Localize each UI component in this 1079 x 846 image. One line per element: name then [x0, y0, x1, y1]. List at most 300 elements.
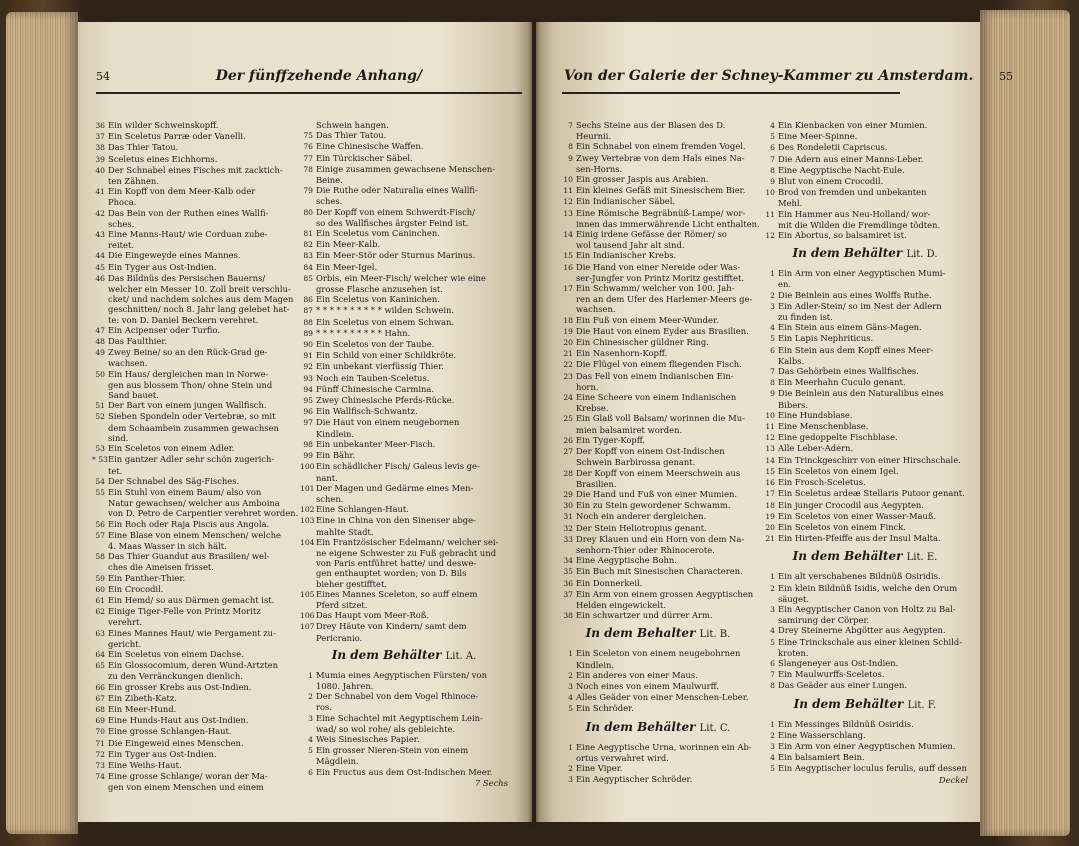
item-text: Das Thier Tatou.: [316, 130, 387, 141]
item-number: 71: [95, 738, 105, 748]
list-item: [560, 348, 756, 359]
item-number: 97: [303, 418, 313, 428]
list-item: [762, 533, 968, 544]
item-text: Ein Sceletos von einem Adler.: [108, 443, 235, 454]
item-number: 6: [770, 143, 775, 153]
item-text: Eine Römische Begräbnüß-Lampe/ wor-: [576, 207, 746, 218]
item-text: Ein gantzer Adler sehr schön zugerich-: [108, 454, 275, 465]
item-text: Einig irdene Gefässe der Römer/ so: [576, 229, 727, 240]
list-item: [762, 719, 968, 730]
list-item: [762, 730, 968, 741]
list-item: [300, 515, 508, 526]
list-item: [300, 262, 508, 273]
list-item: [762, 388, 968, 399]
list-item: [92, 682, 292, 693]
list-item: [560, 511, 756, 522]
list-item: [300, 120, 508, 130]
item-text: Das Bein von der Ruthen eines Wallfi-: [108, 207, 269, 218]
item-text: sen-Horns.: [576, 163, 623, 174]
item-number: 3: [770, 604, 775, 614]
item-text: Ein Sceletos von einer Wasser-Mauß.: [778, 510, 937, 521]
list-item: [762, 477, 968, 488]
item-text: sches.: [108, 218, 135, 229]
item-number: 66: [95, 682, 105, 692]
item-number: 12: [563, 197, 573, 207]
item-text: Die Beinlein aus eines Wolffs Ruthe.: [778, 289, 932, 300]
item-number: 99: [303, 451, 313, 461]
item-text: Ein schädlicher Fisch/ Galeus levis ge-: [316, 461, 480, 472]
item-number: 15: [765, 466, 775, 476]
item-text: senhorn-Thier oder Rhinocerote.: [576, 544, 715, 555]
item-number: 5: [770, 764, 775, 774]
list-item: [92, 660, 292, 671]
item-text: Die Haut von einem Eyder aus Brasilien.: [576, 325, 749, 336]
item-number: 16: [563, 262, 573, 272]
item-text: Ein Aegyptischer Canon von Holtz zu Bal-: [778, 603, 956, 614]
item-number: 82: [303, 240, 313, 250]
list-item: [762, 583, 968, 594]
item-text: Ein Aegyptischer Schröder.: [576, 774, 693, 785]
item-number: 104: [300, 537, 315, 547]
list-item: [762, 669, 968, 680]
list-item: [762, 488, 968, 499]
item-text: Zwey Beine/ so an den Rück-Grad ge-: [108, 347, 268, 358]
list-item: [762, 410, 968, 421]
item-text: Ein unbekanter Meer-Fisch.: [316, 438, 436, 449]
item-text: Die Beinlein aus den Naturalibus eines: [778, 388, 944, 399]
list-item: [92, 165, 292, 176]
list-item: [92, 466, 292, 476]
item-text: zu finden ist.: [778, 312, 833, 323]
list-item: [92, 131, 292, 142]
list-item: [300, 196, 508, 206]
item-text: reitet.: [108, 240, 134, 251]
list-item: [92, 142, 292, 153]
item-text: Blut von einem Crocodil.: [778, 176, 884, 187]
right-column-1: [560, 120, 760, 785]
item-text: Ein Fructus aus dem Ost-Indischen Meer.: [316, 766, 493, 777]
item-text: samirung der Cörper.: [778, 615, 870, 626]
item-number: 4: [770, 626, 775, 636]
left-column-1: [92, 120, 299, 793]
item-number: 5: [770, 637, 775, 647]
right-page-number: 55: [999, 70, 1014, 83]
item-number: 3: [568, 775, 573, 785]
item-text: Pferd sitzet.: [316, 599, 368, 610]
item-text: Ein Arm von einem grossen Aegyptischen: [576, 588, 754, 599]
item-number: 1: [308, 670, 313, 680]
item-text: Eine Chinesische Waffen.: [316, 141, 424, 152]
list-item: [560, 600, 756, 610]
item-text: Ein Hammer aus Neu-Holland/ wor-: [778, 208, 931, 219]
list-item: [300, 317, 508, 328]
item-text: Alle Leber-Adern.: [778, 443, 854, 454]
item-text: Das Geäder aus einer Lungen.: [778, 680, 908, 691]
item-number: 5: [568, 704, 573, 714]
list-item: [92, 347, 292, 358]
right-catchword: Deckel: [938, 774, 968, 785]
list-item: [300, 767, 508, 778]
list-item: [560, 648, 756, 659]
list-item: [92, 771, 292, 782]
list-item: [300, 175, 508, 185]
item-text: Ein Stuhl von einem Baum/ also von: [108, 486, 262, 497]
item-text: Einige Tiger-Felle von Printz Moritz: [108, 606, 261, 617]
item-text: Ein kleines Gefäß mit Sinesischem Bier.: [576, 185, 746, 196]
list-item: [300, 429, 508, 439]
item-text: Ein Glossocomium, deren Wund-Artzten: [108, 660, 279, 671]
item-number: 7: [770, 154, 775, 164]
section-heading-title: In dem Behälter: [793, 696, 904, 711]
list-item: [300, 185, 508, 196]
item-text: Noch ein Tauben-Sceletus.: [316, 372, 430, 383]
item-text: zu den Verränckungen dienlich.: [108, 671, 243, 682]
item-number: 37: [95, 132, 105, 142]
item-number: 3: [770, 301, 775, 311]
list-item: [300, 558, 508, 568]
item-text: Die Flügel von einem fliegenden Fisch.: [576, 359, 742, 370]
section-heading-lit: Lit. A.: [445, 650, 477, 662]
item-text: gen aus blossem Thon/ ohne Stein und: [108, 379, 273, 390]
list-item: [762, 230, 968, 241]
item-number: 52: [95, 412, 105, 422]
item-number: 25: [563, 414, 573, 424]
item-number: 50: [95, 369, 105, 379]
item-text: Ein Bähr.: [316, 450, 356, 461]
item-number: 11: [765, 209, 775, 219]
item-number: 69: [95, 716, 105, 726]
item-number: 7: [770, 670, 775, 680]
item-text: schen.: [316, 493, 344, 504]
list-item: [300, 724, 508, 734]
item-text: Die Ruthe oder Naturalia eines Wallfi-: [316, 185, 478, 196]
item-text: Eine grosse Schlangen-Haut.: [108, 726, 232, 737]
item-number: 1: [770, 719, 775, 729]
list-item: [92, 782, 292, 792]
item-number: 2: [770, 730, 775, 740]
right-running-head-title: Von der Galerie der Schney-Kammer zu Amsterdam.: [564, 68, 974, 84]
item-text: Ein Sceleton von einem neugebohrnen: [576, 648, 741, 659]
item-text: Ein Crocodil.: [108, 583, 164, 594]
item-text: Ein zu Stein gewordener Schwamm.: [576, 500, 731, 511]
item-number: 9: [770, 177, 775, 187]
list-item: [762, 301, 968, 312]
item-text: Ein Meerhahn Cuculo genant.: [778, 377, 906, 388]
right-running-head: [564, 68, 1014, 94]
list-item: [300, 621, 508, 632]
item-text: Sechs Steine aus der Blasen des D.: [576, 120, 726, 130]
list-item: [92, 336, 292, 347]
list-item: [92, 541, 292, 551]
item-number: 59: [95, 573, 105, 583]
item-number: 35: [563, 567, 573, 577]
list-item: [92, 530, 292, 541]
list-item: [560, 326, 756, 337]
item-text: Ein grosser Nieren-Stein von einem: [316, 745, 469, 756]
right-page: [536, 22, 1014, 822]
list-item: [92, 240, 292, 250]
item-number: 18: [765, 500, 775, 510]
item-text: Das Thier Guandut aus Brasilien/ wel-: [108, 551, 270, 562]
item-text: Eine Manns-Haut/ wie Corduan zube-: [108, 229, 268, 240]
item-number: 29: [563, 489, 573, 499]
item-text: Ein Lapis Nephriticus.: [778, 333, 874, 344]
item-number: 75: [303, 131, 313, 141]
list-item: [92, 595, 292, 606]
item-number: 58: [95, 552, 105, 562]
item-text: Eine Menschenblase.: [778, 421, 869, 432]
item-text: Ein Buch mit Sinesischen Characteren.: [576, 566, 743, 577]
item-number: 27: [563, 447, 573, 457]
item-number: 87: [303, 306, 313, 316]
item-number: 32: [563, 523, 573, 533]
item-text: Heurnii.: [576, 131, 612, 142]
item-number: 4: [770, 121, 775, 130]
list-item: [560, 742, 756, 753]
list-item: [560, 457, 756, 467]
item-number: 63: [95, 628, 105, 638]
item-text: Ein Haus/ dergleichen man in Norwe-: [108, 368, 269, 379]
list-item: [762, 594, 968, 604]
item-text: Der Bart von einem jungen Wallfisch.: [108, 400, 267, 411]
list-item: [92, 606, 292, 617]
item-number: 49: [95, 348, 105, 358]
item-number: 19: [765, 511, 775, 521]
item-text: Der Kopff von einem Ost-Indischen: [576, 446, 725, 457]
item-text: Weis Sinesisches Papier.: [316, 733, 420, 744]
list-item: [762, 322, 968, 333]
item-text: Ein grosser Krebs aus Ost-Indien.: [108, 681, 252, 692]
item-text: wachsen.: [576, 304, 616, 315]
item-text: Ein Frantzösischer Edelmann/ welcher sei-: [316, 536, 499, 547]
list-item: [300, 537, 508, 548]
item-number: 94: [303, 384, 313, 394]
item-text: Zwey Vertebræ von dem Hals eines Na-: [576, 152, 745, 163]
list-item: [762, 421, 968, 432]
list-item: [762, 604, 968, 615]
item-number: 4: [308, 734, 313, 744]
list-item: [560, 763, 756, 774]
list-item: [560, 141, 756, 152]
list-item: [762, 176, 968, 187]
list-item: [560, 681, 756, 692]
section-heading-lit: Lit. C.: [699, 722, 731, 734]
list-item: [560, 218, 760, 229]
item-number: 46: [95, 273, 105, 283]
item-number: * 53: [92, 455, 108, 465]
item-number: 43: [95, 230, 105, 240]
list-item: [762, 511, 968, 522]
list-item: [300, 228, 508, 239]
item-number: 36: [95, 121, 105, 130]
list-item: [300, 579, 508, 589]
item-number: 48: [95, 337, 105, 347]
list-item: [92, 304, 292, 314]
list-item: [762, 571, 968, 582]
item-text: Eines Mannes Haut/ wie Pergament zu-: [108, 627, 276, 638]
list-item: [560, 315, 756, 326]
item-number: 105: [300, 589, 315, 599]
list-item: [560, 489, 756, 500]
item-text: Eine Trinckschale aus einer kleinen Schild-: [778, 636, 963, 647]
list-item: [300, 284, 508, 294]
item-text: innen das immerwährende Licht enthalten.: [576, 218, 760, 229]
list-item: [92, 325, 292, 336]
list-item: [92, 749, 292, 760]
list-item: [560, 371, 756, 382]
item-number: 24: [563, 393, 573, 403]
list-item: [560, 500, 756, 511]
item-number: 44: [95, 251, 105, 261]
item-text: Ein Chinesischer güldner Ring.: [576, 337, 709, 348]
list-item: [300, 527, 508, 537]
item-number: 103: [300, 516, 315, 526]
item-text: Ein Schröder.: [576, 703, 634, 714]
item-number: 6: [308, 767, 313, 777]
list-item: [762, 220, 968, 230]
item-number: 21: [563, 349, 573, 359]
item-number: 13: [563, 208, 573, 218]
item-text: von D. Petro de Carpentier verehret worden.: [108, 508, 299, 519]
item-number: 11: [765, 422, 775, 432]
list-item: [560, 468, 756, 479]
item-text: Ein Kienbacken von einer Mumien.: [778, 120, 928, 130]
item-number: 5: [770, 132, 775, 142]
list-item: [300, 130, 508, 141]
list-item: [560, 392, 756, 403]
list-item: [92, 154, 292, 165]
item-text: Mehl.: [778, 198, 803, 209]
item-text: Ein Schnabel von einem fremden Vogel.: [576, 141, 746, 152]
item-text: Die Eingeweid eines Menschen.: [108, 737, 244, 748]
item-text: Ein Donnerkeil.: [576, 577, 643, 588]
item-number: 38: [563, 611, 573, 621]
item-number: 101: [300, 483, 315, 493]
item-number: 76: [303, 142, 313, 152]
list-item: [762, 625, 968, 636]
list-item: [560, 660, 756, 670]
item-text: Ein Türckischer Säbel.: [316, 152, 413, 163]
list-item: [300, 439, 508, 450]
item-text: Schwein hangen.: [316, 120, 389, 130]
item-text: Ein Maulwurffs-Sceletos.: [778, 669, 885, 680]
item-text: Die Hand von einer Nereide oder Was-: [576, 261, 741, 272]
item-number: 84: [303, 262, 313, 272]
item-number: 10: [765, 410, 775, 420]
list-item: [92, 294, 292, 304]
list-item: [560, 774, 756, 785]
item-number: 78: [303, 164, 313, 174]
item-text: Ein Nasenhorn-Kopff.: [576, 348, 668, 359]
list-item: [762, 648, 968, 658]
item-number: 6: [770, 345, 775, 355]
item-number: 83: [303, 251, 313, 261]
list-item: [560, 273, 756, 283]
list-item: [560, 304, 756, 314]
item-text: säuget.: [778, 593, 810, 604]
item-text: Ein Tyger aus Ost-Indien.: [108, 748, 217, 759]
item-text: Ein Meer-Hund.: [108, 703, 177, 714]
item-text: Eine Schachtel mit Aegyptischem Lein-: [316, 712, 483, 723]
list-item: [300, 702, 508, 712]
list-item: [762, 345, 968, 356]
item-text: Ein Meer-Igel.: [316, 261, 378, 272]
list-item: [300, 328, 508, 339]
item-number: 20: [765, 522, 775, 532]
list-item: [762, 658, 968, 669]
item-number: 93: [303, 373, 313, 383]
item-number: 68: [95, 704, 105, 714]
list-item: [560, 578, 756, 589]
list-item: [762, 466, 968, 477]
section-heading: [762, 696, 968, 714]
list-item: [92, 738, 292, 749]
item-number: 2: [770, 290, 775, 300]
item-text: Ein Indianischer Säbel.: [576, 196, 676, 207]
item-number: 42: [95, 208, 105, 218]
list-item: [560, 208, 756, 219]
item-text: Eine Aegyptische Urna, worinnen ein Ab-: [576, 741, 752, 752]
list-item: [762, 680, 968, 691]
item-text: Pericranio.: [316, 632, 363, 643]
list-item: [762, 615, 968, 625]
item-text: Ein Sceletus ardeæ Stellaris Putoor genant.: [778, 488, 965, 499]
item-number: 96: [303, 407, 313, 417]
item-number: 98: [303, 439, 313, 449]
item-number: 88: [303, 317, 313, 327]
list-item: [762, 443, 968, 454]
item-text: Helden eingewickelt.: [576, 599, 666, 610]
item-text: Das Thier Tatou.: [108, 142, 179, 153]
list-item: [300, 361, 508, 372]
left-running-head-title: Der fünffzehende Anhang/: [215, 68, 423, 84]
item-text: Ein Fuß von einem Meer-Wunder.: [576, 314, 719, 325]
list-item: [560, 294, 756, 304]
item-number: 12: [765, 433, 775, 443]
item-text: Das Faulthier.: [108, 336, 168, 347]
item-text: Der Kopff von einem Meerschwein aus: [576, 467, 741, 478]
item-text: Ein Sceletus Parræ oder Vanelli.: [108, 131, 246, 142]
item-text: Ein klein Bildnüß Isidis, welche den Orum: [778, 582, 958, 593]
item-text: Ein Sceletus von einem Dachse.: [108, 648, 244, 659]
item-text: ten Zähnen.: [108, 176, 159, 187]
section-heading-title: In dem Behalter: [585, 626, 696, 641]
item-text: bieher gestifftet.: [316, 578, 387, 589]
item-number: 4: [568, 693, 573, 703]
list-item: [560, 120, 756, 131]
list-item: [92, 704, 292, 715]
item-text: Ein Stein aus einem Gäns-Magen.: [778, 322, 922, 333]
item-text: Eine Scheere von einem Indianischen: [576, 392, 737, 403]
list-item: [560, 153, 756, 164]
item-text: Ein Sceletos von der Taube.: [316, 339, 435, 350]
item-number: 67: [95, 693, 105, 703]
item-text: Ein Schild von einer Schildkröte.: [316, 350, 457, 361]
list-item: [560, 240, 756, 250]
list-item: [92, 250, 292, 261]
left-running-head: [96, 68, 516, 94]
list-item: [300, 417, 508, 428]
item-text: Ein Roch oder Raja Piscis aus Angola.: [108, 518, 270, 529]
list-item: [560, 534, 756, 545]
item-text: Ein Schwamm/ welcher von 100. Jah-: [576, 283, 735, 294]
list-item: [560, 413, 756, 424]
list-item: [92, 229, 292, 240]
list-item: [92, 197, 292, 207]
item-text: Ein anderes von einer Maus.: [576, 669, 698, 680]
item-text: te: von D. Daniel Beckern verehret.: [108, 314, 259, 325]
item-text: Alles Geäder von einer Menschen-Leber.: [576, 692, 749, 703]
